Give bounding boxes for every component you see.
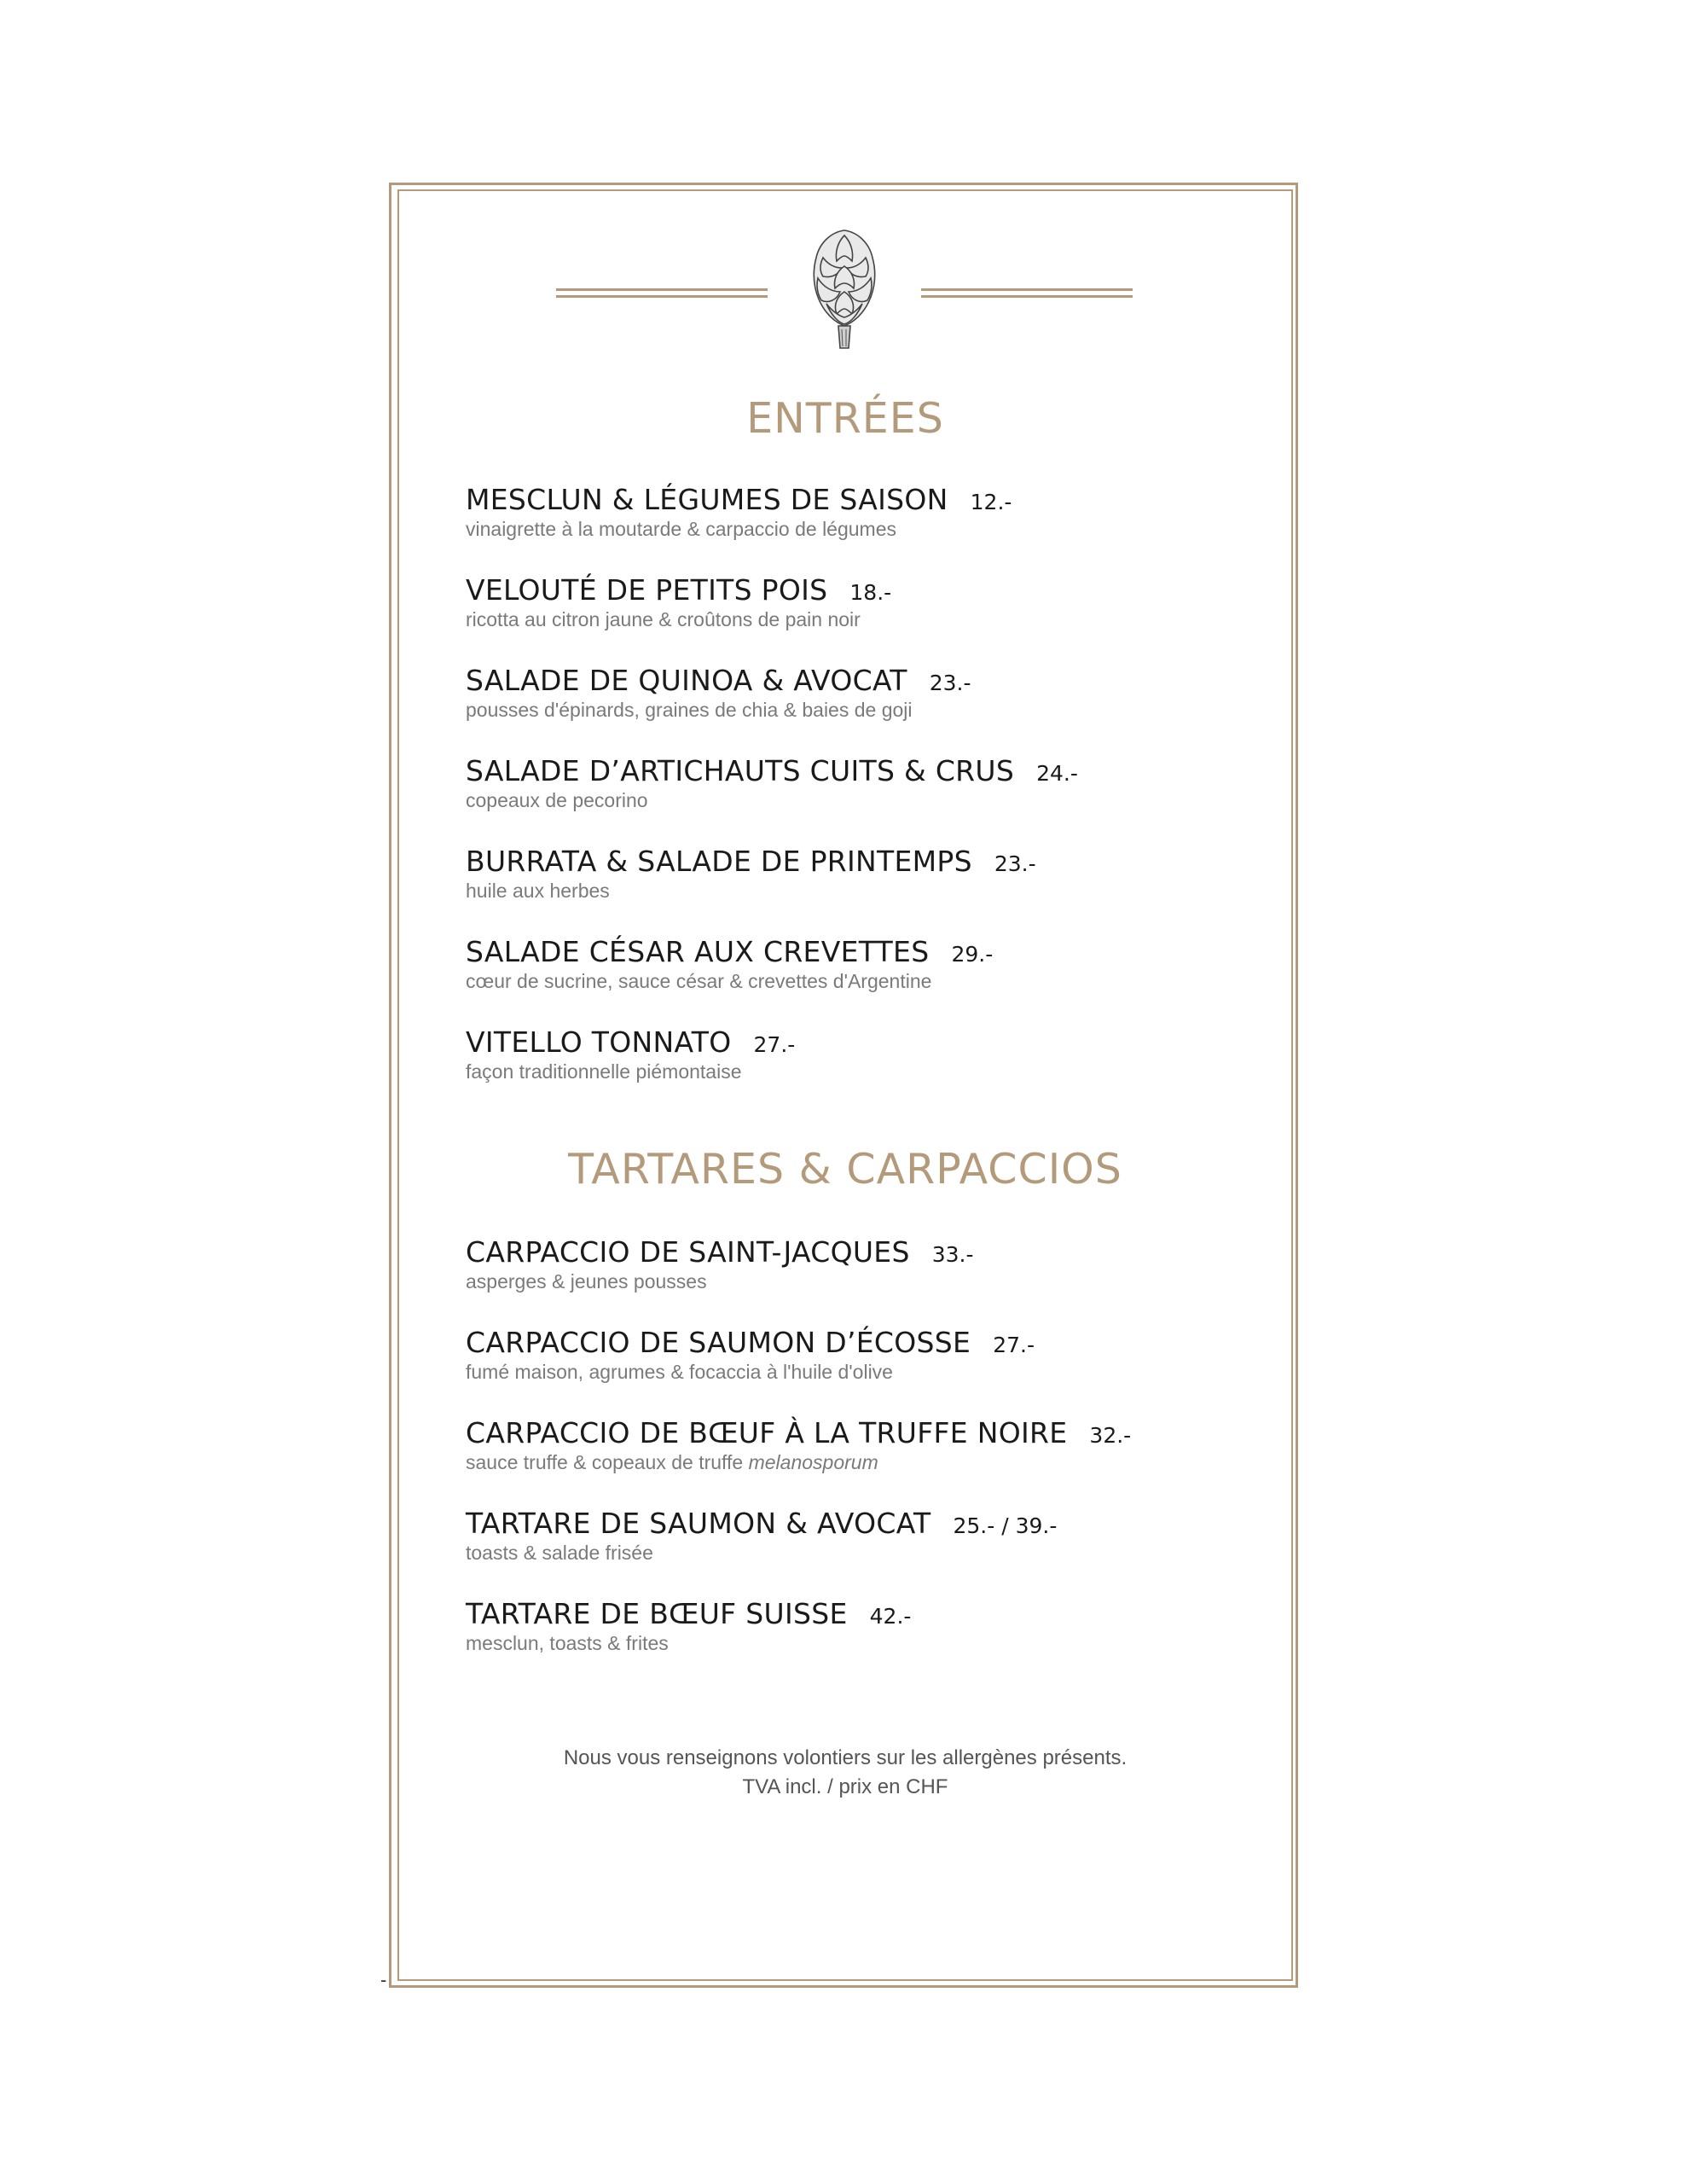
item-description: mesclun, toasts & frites bbox=[466, 1632, 669, 1654]
item-description: pousses d'épinards, graines de chia & baies de goji bbox=[466, 699, 913, 721]
item-description: asperges & jeunes pousses bbox=[466, 1270, 707, 1292]
artichoke-icon bbox=[797, 224, 891, 351]
item-description-text: sauce truffe & copeaux de truffe bbox=[466, 1451, 744, 1473]
item-name: BURRATA & SALADE DE PRINTEMPS bbox=[466, 845, 972, 878]
item-name: SALADE CÉSAR AUX CREVETTES bbox=[466, 935, 930, 968]
menu-item bbox=[466, 483, 1233, 541]
item-price: 27.- bbox=[753, 1032, 796, 1057]
item-name: SALADE DE QUINOA & AVOCAT bbox=[466, 664, 907, 697]
item-description: ricotta au citron jaune & croûtons de pain noir bbox=[466, 608, 861, 630]
item-name: VITELLO TONNATO bbox=[466, 1025, 732, 1059]
stray-mark: - bbox=[380, 1969, 387, 1990]
item-description: façon traditionnelle piémontaise bbox=[466, 1060, 742, 1083]
item-price: 25.- / 39.- bbox=[953, 1513, 1058, 1538]
menu-item bbox=[466, 1326, 1233, 1384]
item-name: MESCLUN & LÉGUMES DE SAISON bbox=[466, 483, 948, 516]
menu-item bbox=[466, 1235, 1233, 1293]
item-name: SALADE D’ARTICHAUTS CUITS & CRUS bbox=[466, 754, 1015, 787]
item-price: 42.- bbox=[869, 1604, 912, 1629]
item-price: 29.- bbox=[951, 942, 994, 967]
item-name: CARPACCIO DE SAUMON D’ÉCOSSE bbox=[466, 1326, 971, 1359]
footer-allergen-note: Nous vous renseignons volontiers sur les allergènes présents. bbox=[563, 1746, 1128, 1769]
item-description: vinaigrette à la moutarde & carpaccio de légumes bbox=[466, 518, 897, 540]
item-price: 32.- bbox=[1089, 1423, 1132, 1448]
footer-note bbox=[397, 1744, 1293, 1802]
menu-item bbox=[466, 1025, 1233, 1083]
ornament-line-right bbox=[921, 288, 1133, 299]
item-price: 23.- bbox=[929, 671, 971, 695]
item-description: toasts & salade frisée bbox=[466, 1542, 653, 1564]
menu-item bbox=[466, 573, 1233, 631]
footer-tax-note: TVA incl. / prix en CHF bbox=[742, 1775, 948, 1798]
item-price: 18.- bbox=[849, 580, 892, 605]
item-name: CARPACCIO DE SAINT-JACQUES bbox=[466, 1235, 910, 1269]
item-description-italic: melanosporum bbox=[748, 1451, 878, 1473]
item-price: 27.- bbox=[993, 1333, 1035, 1357]
menu-item bbox=[466, 1507, 1233, 1565]
item-description: cœur de sucrine, sauce césar & crevettes d'Argentine bbox=[466, 970, 932, 992]
item-description: copeaux de pecorino bbox=[466, 789, 648, 811]
menu-item bbox=[466, 754, 1233, 812]
item-name: TARTARE DE BŒUF SUISSE bbox=[466, 1597, 848, 1630]
item-price: 33.- bbox=[931, 1242, 974, 1267]
section-title-tartares: TARTARES & CARPACCIOS bbox=[568, 1145, 1122, 1194]
menu-item bbox=[466, 664, 1233, 722]
menu-item bbox=[466, 845, 1233, 903]
menu-item bbox=[466, 1416, 1233, 1474]
item-price: 23.- bbox=[994, 851, 1036, 876]
item-description: huile aux herbes bbox=[466, 880, 610, 902]
ornament-line-left bbox=[556, 288, 768, 299]
menu-item bbox=[466, 935, 1233, 993]
menu-item bbox=[466, 1597, 1233, 1655]
section-title-entrees: ENTRÉES bbox=[746, 394, 944, 443]
item-price: 12.- bbox=[970, 490, 1012, 514]
item-name: TARTARE DE SAUMON & AVOCAT bbox=[466, 1507, 931, 1540]
header-ornament bbox=[556, 224, 1133, 360]
menu-frame-inner bbox=[397, 189, 1293, 1981]
item-name: CARPACCIO DE BŒUF À LA TRUFFE NOIRE bbox=[466, 1416, 1068, 1449]
item-price: 24.- bbox=[1036, 761, 1078, 786]
item-description bbox=[466, 1451, 1233, 1474]
item-name: VELOUTÉ DE PETITS POIS bbox=[466, 573, 828, 607]
item-description: fumé maison, agrumes & focaccia à l'huile d'olive bbox=[466, 1361, 893, 1383]
